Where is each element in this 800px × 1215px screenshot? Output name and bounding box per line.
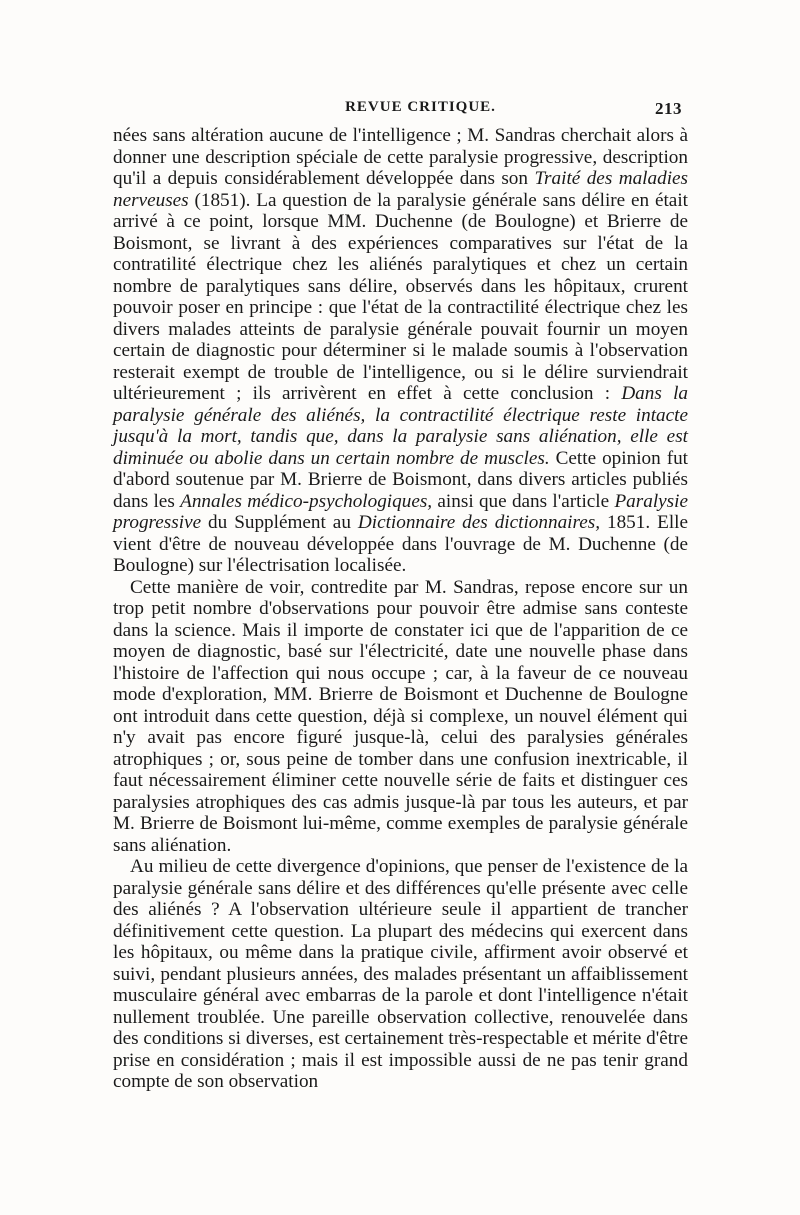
paragraph-2 bbox=[113, 577, 688, 857]
text-span: ainsi que dans l'article bbox=[432, 490, 615, 512]
italic-title-annales: Annales médico-psychologiques, bbox=[180, 490, 433, 512]
text-span: du Supplément au bbox=[201, 512, 358, 533]
italic-title-dictionnaire: Dictionnaire des dictionnaires, bbox=[357, 512, 601, 533]
italic-title-traite: Traité des maladies nerveuses bbox=[113, 168, 689, 211]
paragraph-1 bbox=[113, 125, 688, 577]
italic-title-paralysie: Paralysie progressive bbox=[113, 490, 688, 533]
italic-conclusion: Dans la paralysie générale des aliénés, la contractilité électrique reste intacte jusqu'à la mort, tandis que, dans la paralysie sans aliénation, elle est diminuée ou abolie dans un certain nombre de muscles. bbox=[113, 383, 688, 469]
text-span: nées sans altération aucune de l'intelligence ; M. Sandras cherchait alors à donner une description spéciale de cette paralysie progressive, description qu'il a depuis considérablement développée dans son bbox=[113, 125, 688, 189]
paragraph-3 bbox=[113, 856, 688, 1093]
text-span: (1851). La question de la paralysie générale sans délire en était arrivé à ce point, lorsque MM. Duchenne (de Boulogne) et Brierre de Boismont, se livrant à des expériences comparatives sur l'état de la contratilité électrique chez les aliénés paralytiques et chez un certain nombre de paralytiques sans délire, observés dans les hôpitaux, crurent pouvoir poser en principe : que l'état de la contractilité électrique chez les divers malades atteints de paralysie générale pouvait fournir un moyen certain de diagnostic pour déterminer si le malade soumis à l'observation resterait exempt de trouble de l'intelligence, ou si le délire surviendrait ultérieurement ; ils arrivèrent en effet à cette conclusion : bbox=[113, 189, 688, 404]
page-header bbox=[113, 99, 688, 125]
text-span: Au milieu de cette divergence d'opinions, que penser de l'existence de la paralysie générale sans délire et des différences qu'elle présente avec celle des aliénés ? A l'observation ultérieure seule il appartient de trancher définitivement cette question. La plupart des médecins qui exercent dans les hôpitaux, ou même dans la pratique civile, affirment avoir observé et suivi, pendant plusieurs années, des malades présentant un affaiblissement musculaire général avec embarras de la parole et dont l'intelligence n'était nullement troublée. Une pareille observation collective, renouvelée dans des conditions si diverses, est certainement très-respectable et mérite d'être prise en considération ; mais il est impossible aussi de ne pas tenir grand compte de son observation bbox=[113, 856, 688, 1092]
text-span: 1851. Elle vient d'être de nouveau développée dans l'ouvrage de M. Duchenne (de Boulogne) sur l'électrisation localisée. bbox=[113, 512, 689, 576]
text-span: Cette manière de voir, contredite par M. Sandras, repose encore sur un trop petit nombre d'observations pour pouvoir être admise sans conteste dans la science. Mais il importe de constater ici que de l'apparition de ce moyen de diagnostic, basé sur l'électricité, date une nouvelle phase dans l'histoire de l'affection qui nous occupe ; car, à la faveur de ce nouveau mode d'exploration, MM. Brierre de Boismont et Duchenne de Boulogne ont introduit dans cette question, déjà si complexe, un nouvel élément qui n'y avait pas encore figuré jusque-là, celui des paralysies générales atrophiques ; or, sous peine de tomber dans une confusion inextricable, il faut nécessairement éliminer cette nouvelle série de faits et distinguer ces paralysies atrophiques des cas admis jusque-là par tous les auteurs, et par M. Brierre de Boismont lui-même, comme exemples de paralysie générale sans aliénation. bbox=[113, 576, 688, 856]
page-number: 213 bbox=[655, 99, 682, 118]
body-text bbox=[113, 125, 688, 1093]
text-span: Cette opinion fut d'abord soutenue par M. Brierre de Boismont, dans divers articles publiés dans les bbox=[113, 447, 689, 512]
running-head: REVUE CRITIQUE. bbox=[345, 99, 496, 115]
